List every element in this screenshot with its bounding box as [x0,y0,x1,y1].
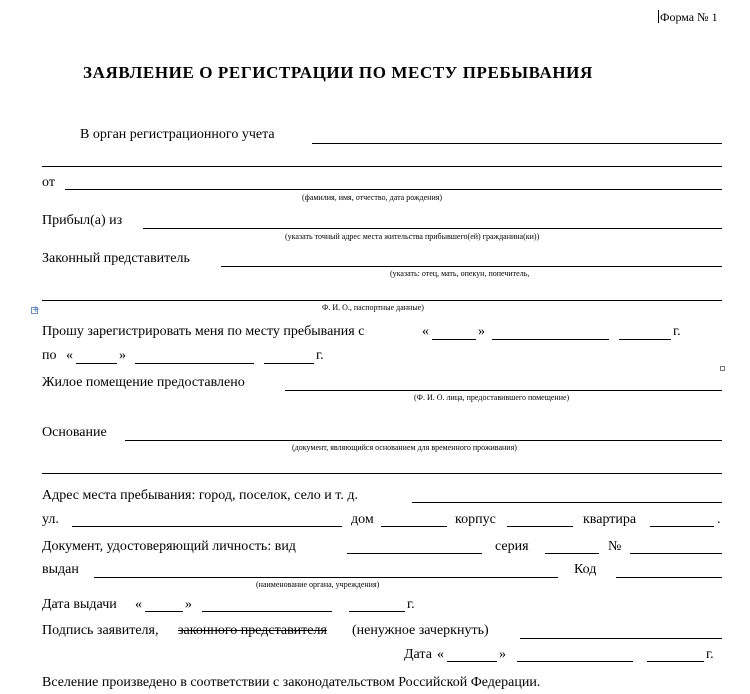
address-field[interactable] [412,502,722,503]
start-day-quote-open: « [422,324,429,339]
start-year-suffix: г. [673,324,681,339]
until-label: по [42,348,57,363]
id-document-type-field[interactable] [347,553,482,554]
issued-hint: (наименование органа, учреждения) [256,580,380,589]
end-year-suffix: г. [316,348,324,363]
from-label: от [42,175,55,190]
start-day-field[interactable] [432,339,476,340]
date-year-field[interactable] [647,661,704,662]
code-label: Код [574,562,597,577]
number-label: № [608,539,622,554]
issue-day-quote-open: « [135,597,142,612]
apartment-period: . [717,512,721,527]
start-month-field[interactable] [492,339,609,340]
end-day-field[interactable] [76,363,117,364]
end-day-quote-open: « [66,348,73,363]
address-label: Адрес места пребывания: город, поселок, село и т. д. [42,488,358,503]
form-number: Форма № 1 [660,10,718,24]
arrived-label: Прибыл(а) из [42,213,123,228]
house-field[interactable] [381,526,447,527]
series-label: серия [495,539,529,554]
housing-hint: (Ф. И. О. лица, предоставившего помещение) [414,393,570,402]
series-field[interactable] [545,553,599,554]
representative-field-line2[interactable] [42,300,722,301]
issue-day-quote-close: » [185,597,192,612]
code-field[interactable] [616,577,722,578]
arrived-field[interactable] [143,228,722,229]
house-label: дом [351,512,374,527]
date-year-suffix: г. [706,647,714,662]
arrived-hint: (указать точный адрес места жительства прибывшего(ей) гражданина(ки)) [285,232,540,241]
from-hint: (фамилия, имя, отчество, дата рождения) [302,193,443,202]
date-day-field[interactable] [447,661,497,662]
start-day-quote-close: » [478,324,485,339]
issue-year-field[interactable] [349,611,405,612]
street-label: ул. [42,512,59,527]
registration-organ-field-line2[interactable] [42,166,722,167]
basis-field-line2[interactable] [42,473,722,474]
table-move-handle-icon[interactable] [31,307,38,314]
start-year-field[interactable] [619,339,671,340]
register-request-label: Прошу зарегистрировать меня по месту пребывания с [42,324,365,339]
end-day-quote-close: » [119,348,126,363]
basis-label: Основание [42,425,107,440]
issue-date-label: Дата выдачи [42,597,117,612]
building-label: корпус [455,512,496,527]
id-document-label: Документ, удостоверяющий личность: вид [42,539,296,554]
representative-label: Законный представитель [42,251,190,266]
date-day-quote-close: » [499,647,506,662]
basis-field[interactable] [125,440,722,441]
representative-hint-2: Ф. И. О., паспортные данные) [322,303,424,312]
street-field[interactable] [72,526,342,527]
issue-day-field[interactable] [145,611,183,612]
registration-organ-field[interactable] [312,143,722,144]
building-field[interactable] [507,526,573,527]
from-field[interactable] [65,189,722,190]
date-day-quote-open: « [437,647,444,662]
date-label: Дата [404,647,432,662]
issued-field[interactable] [94,577,558,578]
issued-label: выдан [42,562,79,577]
number-field[interactable] [630,553,722,554]
housing-label: Жилое помещение предоставлено [42,375,245,390]
issue-month-field[interactable] [202,611,332,612]
signature-field[interactable] [520,638,722,639]
settlement-text: Вселение произведено в соответствии с законодательством Российской Федерации. [42,675,541,690]
housing-field[interactable] [285,390,722,391]
representative-field[interactable] [221,266,722,267]
basis-hint: (документ, являющийся основанием для временного проживания) [292,443,517,452]
registration-organ-label: В орган регистрационного учета [80,127,275,142]
signature-label-end: (ненужное зачеркнуть) [352,623,489,638]
apartment-field[interactable] [650,526,714,527]
signature-label-start: Подпись заявителя, [42,623,159,638]
end-year-field[interactable] [264,363,314,364]
issue-year-suffix: г. [407,597,415,612]
document-title: ЗАЯВЛЕНИЕ О РЕГИСТРАЦИИ ПО МЕСТУ ПРЕБЫВАНИЯ [83,63,593,82]
apartment-label: квартира [583,512,637,527]
date-month-field[interactable] [517,661,633,662]
resize-handle-icon[interactable] [720,366,725,371]
end-month-field[interactable] [135,363,254,364]
signature-label-struck: законного представителя [178,623,327,638]
text-cursor [658,10,659,23]
representative-hint: (указать: отец, мать, опекун, попечитель, [390,269,530,278]
